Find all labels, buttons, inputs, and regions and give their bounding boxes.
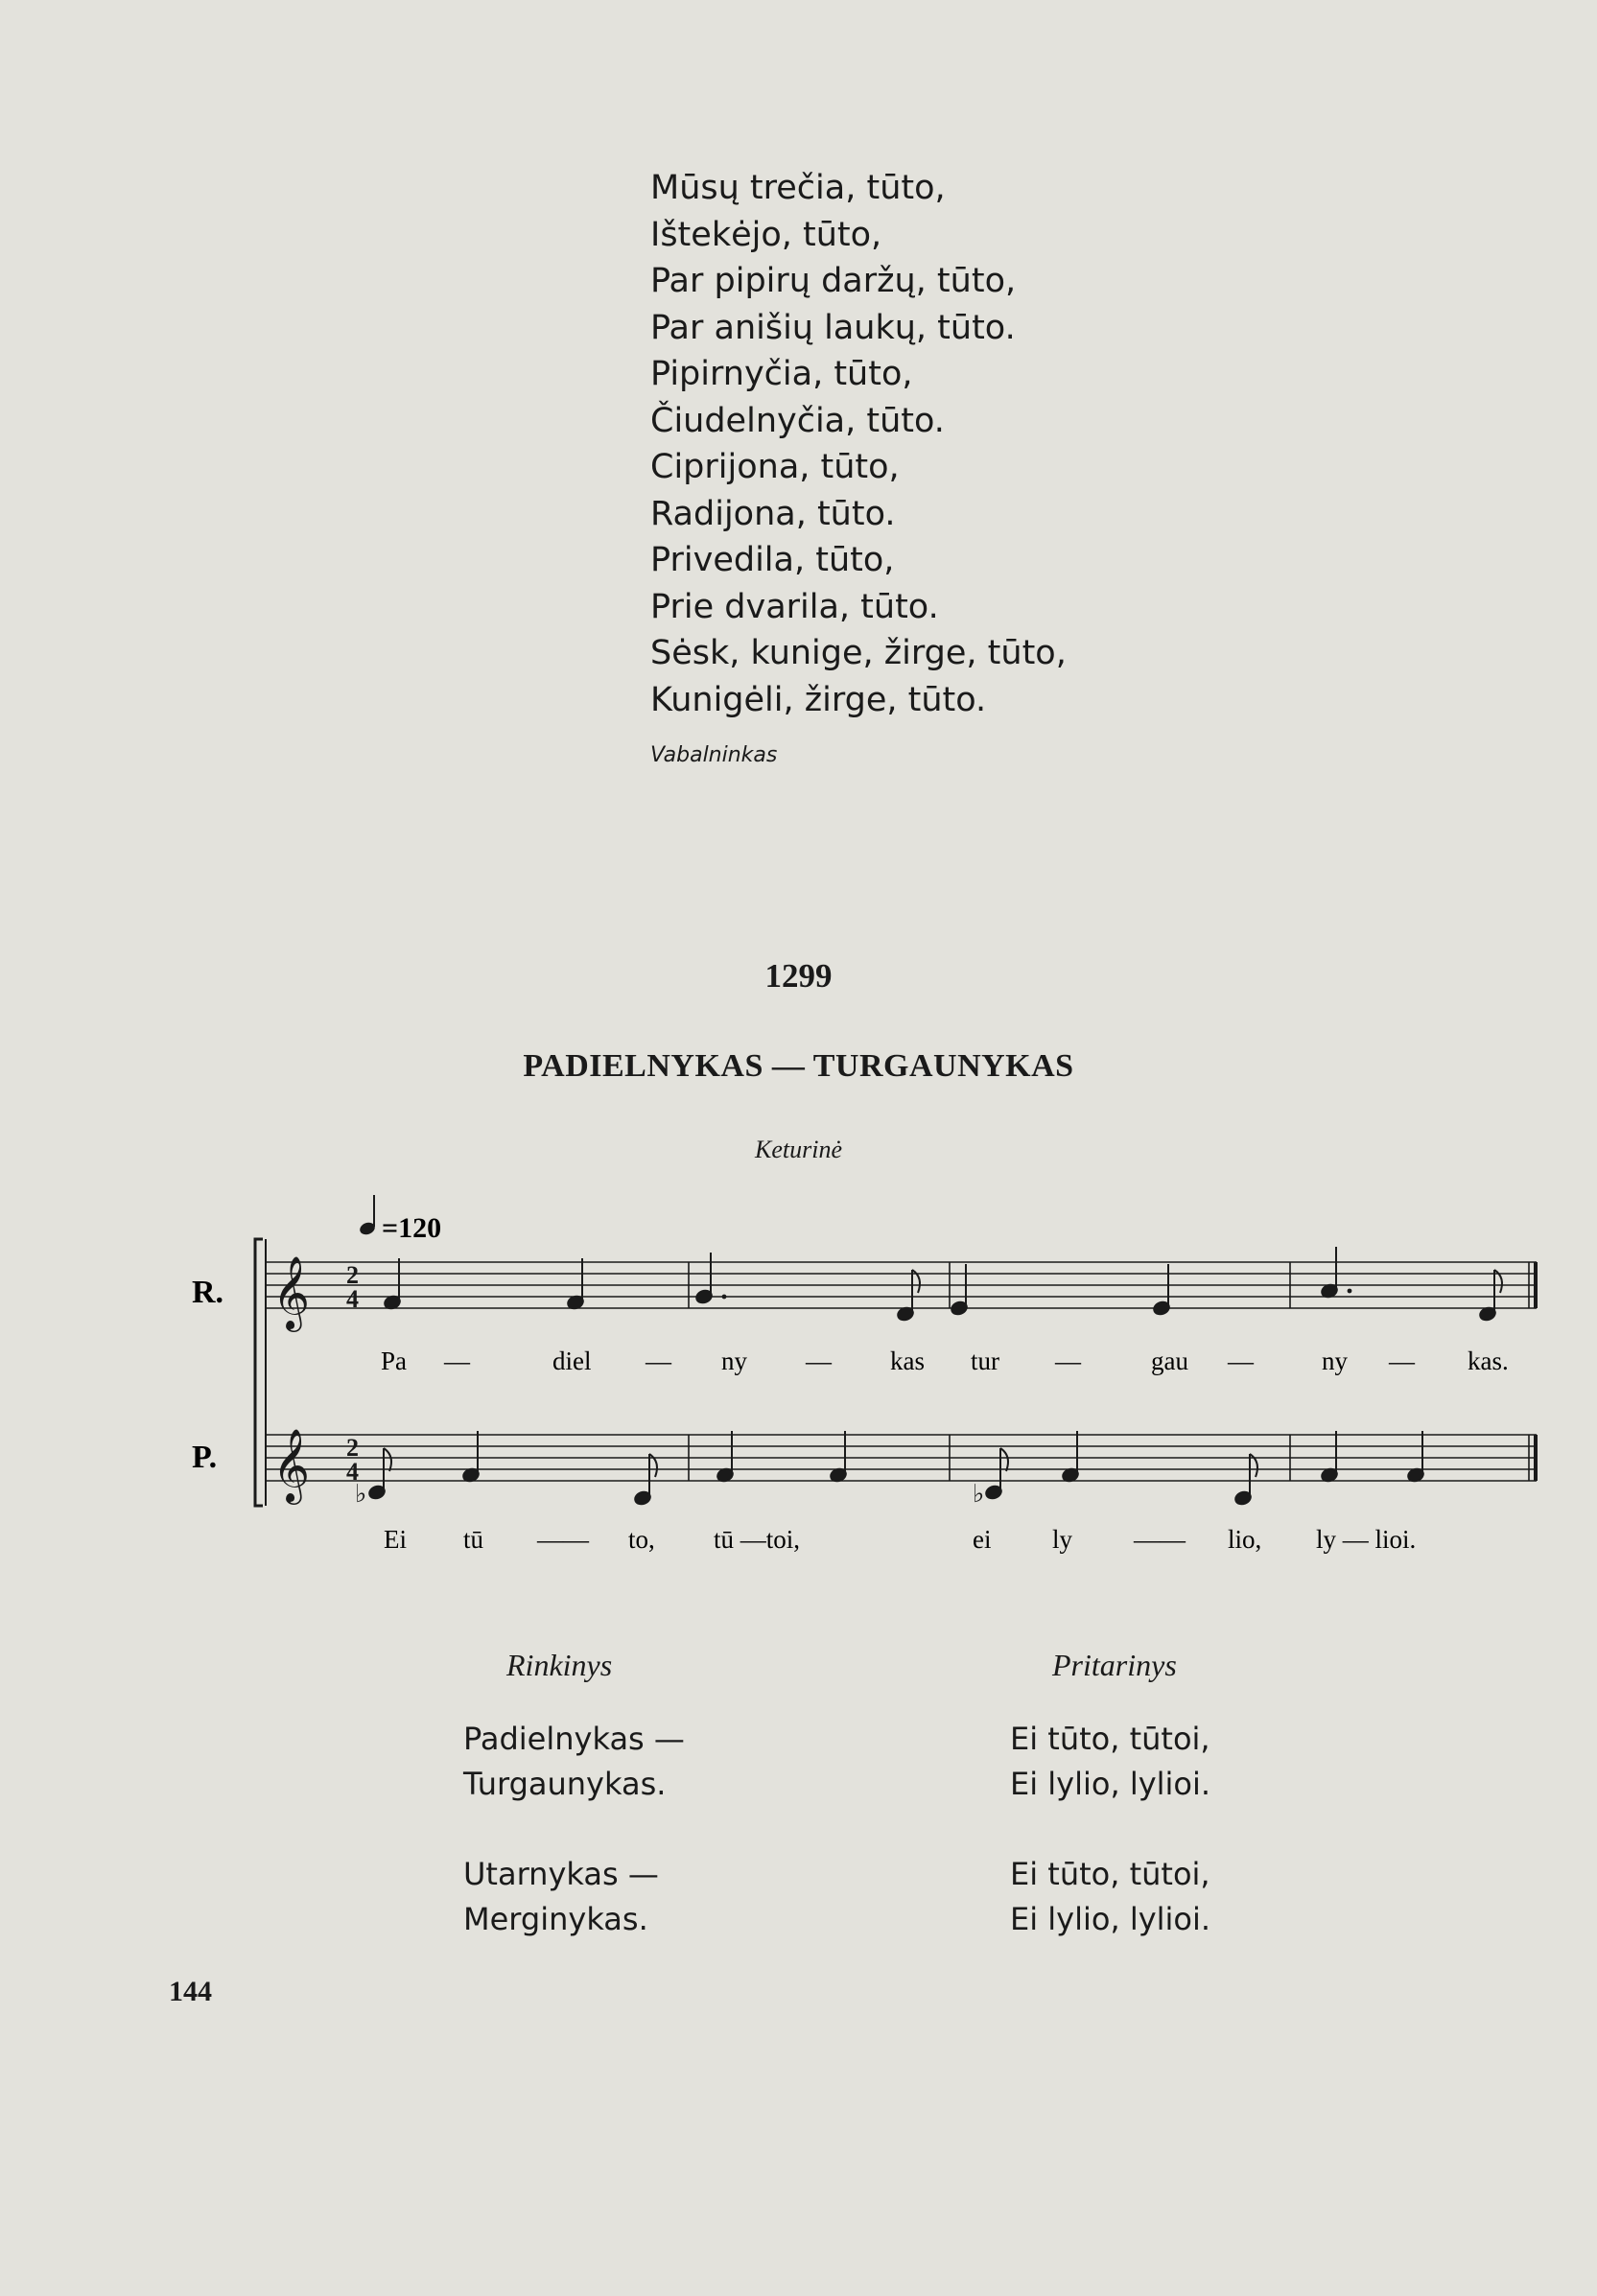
lyric-syllable: ny [721,1347,747,1375]
verse-line: Par anišių laukų, tūto. [650,308,1016,347]
lyric-hyphen: —— [1134,1525,1186,1554]
lyric-hyphen: — [646,1347,671,1375]
lyric-syllable: kas [890,1347,925,1375]
verse-line: Mūsų trečia, tūto, [650,169,946,207]
lyric-syllable: Ei [384,1525,407,1554]
verse-line: Privedila, tūto, [650,541,895,579]
time-signature-top: 2 [346,1434,359,1462]
lyric-syllable: ei [973,1525,992,1554]
lyric-syllable: ny [1322,1347,1348,1375]
verse-line: Prie dvarila, tūto. [650,587,939,626]
lyrics-p [384,1525,1416,1554]
column-pritarinys [1010,1717,1210,1942]
treble-clef-icon: 𝄞 [272,1428,311,1502]
lyric-syllable: ly — lioi. [1316,1525,1417,1554]
verse-line: Ciprijona, tūto, [650,448,900,486]
time-signature-top: 2 [346,1261,359,1289]
stanza-line: Utarnykas — [463,1856,659,1892]
voice-label-p: P. [192,1440,218,1475]
page-number: 144 [169,1976,212,2007]
tempo-value: =120 [382,1212,442,1244]
verse-line: Par pipirų daržų, tūto, [650,262,1017,300]
time-signature-bottom: 4 [346,1285,359,1313]
stanza-line: Ei lylio, lylioi. [1010,1766,1211,1802]
tempo-marking [358,1195,441,1244]
lyric-hyphen: — [1389,1347,1415,1375]
verse-line: Sėsk, kunige, žirge, tūto, [650,634,1067,672]
lyric-hyphen: — [1228,1347,1254,1375]
staff-r [266,1262,1537,1308]
stanza-line: Turgaunykas. [463,1766,667,1802]
lyric-syllable: diel [552,1347,592,1375]
lyric-syllable: kas. [1468,1347,1509,1375]
meter-label: Keturinė [755,1136,842,1163]
lyric-syllable: gau [1151,1347,1188,1375]
flat-icon: ♭ [973,1480,985,1509]
song-number: 1299 [764,957,833,995]
notes-r [383,1247,1502,1322]
lyric-syllable: tur [971,1347,999,1375]
lyric-syllable: to, [628,1525,655,1554]
lyric-hyphen: —— [537,1525,589,1554]
verse-line: Kunigėli, žirge, tūto. [650,680,987,719]
stanza-line: Padielnykas — [463,1721,685,1757]
verse-line: Čiudelnyčia, tūto. [650,401,945,440]
column-heading-rinkinys: Rinkinys [506,1648,613,1682]
treble-clef-icon: 𝄞 [272,1255,311,1329]
lyric-hyphen: — [806,1347,832,1375]
stanza-line: Merginykas. [463,1901,648,1937]
verse-line: Ištekėjo, tūto, [650,215,882,254]
voice-label-r: R. [192,1275,224,1310]
lyric-syllable: tū [463,1525,484,1554]
lyric-hyphen: — [444,1347,470,1375]
stanza-line: Ei tūto, tūtoi, [1010,1856,1210,1892]
column-rinkinys [463,1717,685,1942]
lyric-syllable: lio, [1228,1525,1262,1554]
verse-line: Radijona, tūto. [650,494,896,533]
lyric-hyphen: — [1055,1347,1081,1375]
column-heading-pritarinys: Pritarinys [1052,1648,1177,1682]
lyric-syllable: tū —toi, [714,1525,801,1554]
verse-line: Pipirnyčia, tūto, [650,355,913,393]
stanza-line: Ei lylio, lylioi. [1010,1901,1211,1937]
stanza-line: Ei tūto, tūtoi, [1010,1721,1210,1757]
staff-p [266,1435,1537,1481]
lyric-syllable: Pa [381,1347,407,1375]
time-signature-bottom: 4 [346,1458,359,1486]
flat-icon: ♭ [355,1480,367,1509]
lyric-syllable: ly [1052,1525,1073,1554]
lyrics-r [381,1347,1509,1375]
verse-source: Vabalninkas [650,743,778,767]
song-title: PADIELNYKAS — TURGAUNYKAS [523,1048,1074,1084]
